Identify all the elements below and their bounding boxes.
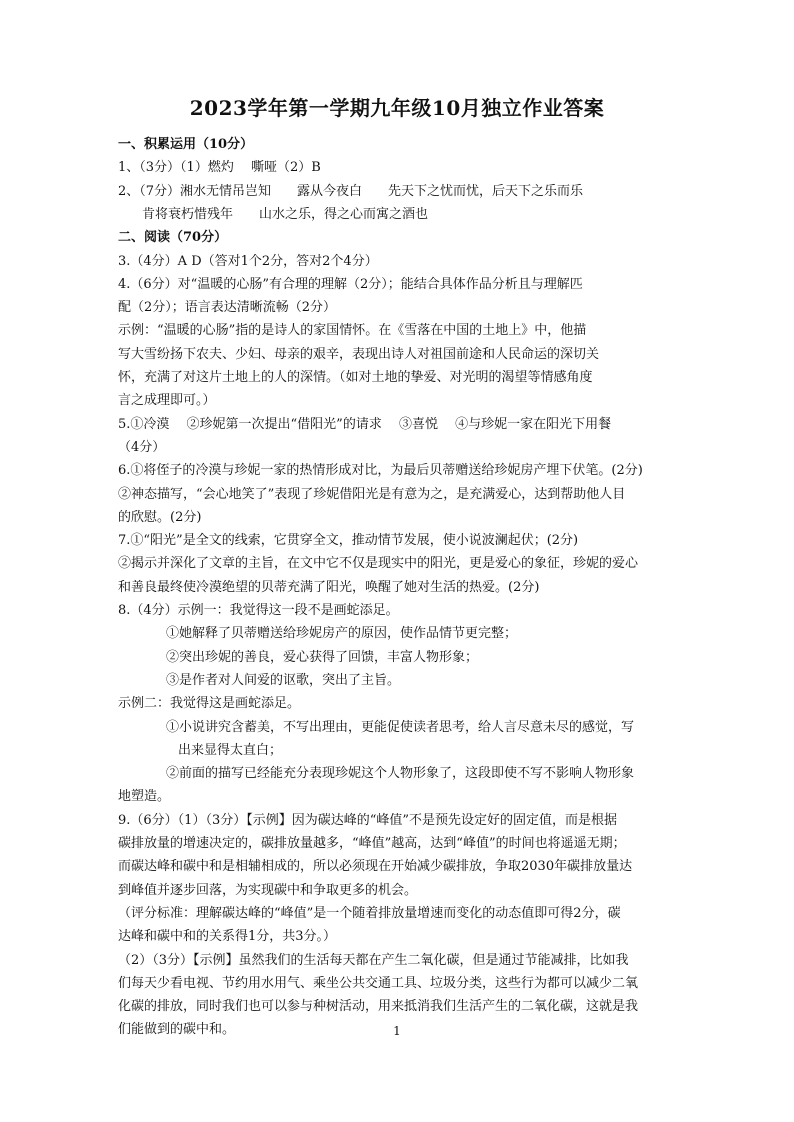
- answer-line: 出来显得太直白；: [178, 742, 283, 758]
- answer-line: 2、（7分）湘水无情吊岂知 露从今夜白 先天下之忧而忧，后天下之乐而乐: [118, 183, 584, 199]
- answer-line: 们每天少看电视、节约用水用气、乘坐公共交通工具、垃圾分类，这些行为都可以减少二氧: [118, 975, 639, 991]
- section-heading-reading: 二、阅读（70分）: [118, 230, 228, 246]
- answer-line: 6.①将侄子的冷漠与珍妮一家的热情形成对比，为最后贝蒂赠送给珍妮房产埋下伏笔。(2分): [118, 463, 643, 479]
- answer-line: 们能做到的碳中和。: [118, 1022, 236, 1038]
- answer-line: 3.（4分）A D（答对1个2分，答对2个4分）: [118, 253, 378, 269]
- answer-line: 和善良最终使冷漠绝望的贝蒂充满了阳光，唤醒了她对生活的热爱。(2分): [118, 579, 540, 595]
- answer-line: 示例：“温暖的心肠”指的是诗人的家国情怀。在《雪落在中国的土地上》中，他描: [118, 323, 587, 339]
- section-heading-accumulation: 一、积累运用（10分）: [118, 137, 254, 152]
- answer-line: 配（2分）；语言表达清晰流畅（2分）: [118, 300, 337, 316]
- answer-line: 5.①冷漠 ②珍妮第一次提出“借阳光”的请求 ③喜悦 ④与珍妮一家在阳光下用餐: [118, 416, 612, 432]
- answer-line: （4分）: [118, 439, 166, 455]
- answer-line: 碳排放量的增速决定的，碳排放量越多，“峰值”越高，达到“峰值”的时间也将遥遥无期；: [118, 836, 626, 851]
- answer-line: 言之成理即可。）: [118, 393, 216, 409]
- answer-line: ②神态描写，“会心地笑了”表现了珍妮借阳光是有意为之，是充满爱心，达到帮助他人目: [118, 486, 626, 502]
- answer-line: 写大雪纷扬下农夫、少妇、母亲的艰辛，表现出诗人对祖国前途和人民命运的深切关: [118, 346, 600, 362]
- answer-line: ②揭示并深化了文章的主旨，在文中它不仅是现实中的阳光，更是爱心的象征，珍妮的爱心: [118, 556, 639, 572]
- answer-line: 8.（4分）示例一：我觉得这一段不是画蛇添足。: [118, 603, 399, 618]
- answer-line: （评分标准：理解碳达峰的“峰值”是一个随着排放量增速而变化的动态值即可得2分，碳: [118, 905, 621, 921]
- page-title: 2023学年第一学期九年级10月独立作业答案: [189, 96, 605, 120]
- answer-line: 到峰值并逐步回落，为实现碳中和争取更多的机会。: [118, 882, 418, 898]
- answer-line: 化碳的排放，同时我们也可以参与种树活动，用来抵消我们生活产生的二氧化碳，这就是我: [118, 999, 639, 1015]
- answer-line: 1、（3分）（1）燃灼 嘶哑（2）B: [118, 160, 321, 176]
- page-number: 1: [393, 1024, 401, 1038]
- answer-line: 怀，充满了对这片土地上的人的深情。（如对土地的挚爱、对光明的渴望等情感角度: [118, 370, 593, 385]
- answer-line: 示例二：我觉得这是画蛇添足。: [118, 696, 301, 712]
- answer-line: 4.（6分）对“温暖的心肠”有合理的理解（2分）；能结合具体作品分析且与理解匹: [118, 276, 583, 292]
- answer-line: 的欣慰。(2分): [118, 509, 202, 525]
- answer-line: 7.①“阳光”是全文的线索，它贯穿全文，推动情节发展，使小说波澜起伏；(2分): [118, 533, 579, 549]
- answer-line: 肯将衰朽惜残年 山水之乐，得之心而寓之酒也: [142, 206, 429, 222]
- answer-line: ①小说讲究含蓄美，不写出理由，更能促使读者思考，给人言尽意未尽的感觉，写: [166, 719, 635, 735]
- answer-line: ③是作者对人间爱的讴歌，突出了主旨。: [166, 672, 401, 688]
- answer-line: 地塑造。: [118, 789, 171, 805]
- answer-line: 9.（6分）（1）（3分）【示例】因为碳达峰的“峰值”不是预先设定好的固定值，而是根据: [118, 812, 618, 828]
- answer-line: 达峰和碳中和的关系得1分，共3分。）: [118, 929, 337, 945]
- answer-line: （2）（3分）【示例】虽然我们的生活每天都在产生二氧化碳，但是通过节能减排，比如我: [118, 952, 629, 968]
- answer-line: 而碳达峰和碳中和是相辅相成的，所以必须现在开始减少碳排放，争取2030年碳排放量达: [118, 859, 633, 875]
- answer-line: ②突出珍妮的善良，爱心获得了回馈，丰富人物形象；: [166, 649, 479, 665]
- answer-line: ①她解释了贝蒂赠送给珍妮房产的原因，使作品情节更完整；: [166, 626, 518, 642]
- answer-line: ②前面的描写已经能充分表现珍妮这个人物形象了，这段即使不写不影响人物形象: [166, 766, 635, 782]
